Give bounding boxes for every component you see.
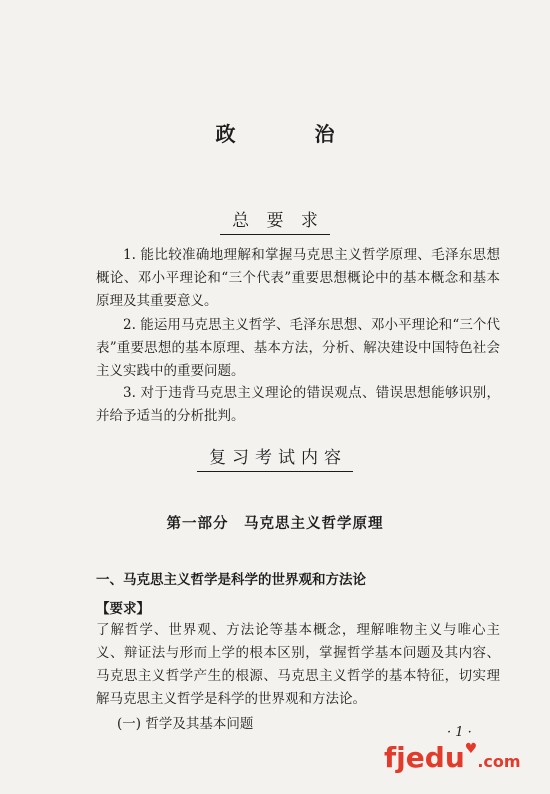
review-content-heading: 复习考试内容 — [0, 443, 550, 472]
requirement-label: 【要求】 — [96, 601, 150, 617]
page-title: 政 治 — [215, 122, 371, 146]
requirement-item-2: 2. 能运用马克思主义哲学、毛泽东思想、邓小平理论和“三个代表”重要思想的基本原理、基本方法，分析、解决建设中国特色社会主义实践中的重要问题。 — [96, 317, 500, 379]
subsection-title: (一) 哲学及其基本问题 — [117, 716, 254, 732]
part-title: 第一部分 马克思主义哲学原理 — [166, 516, 384, 532]
heart-icon: ♥ — [464, 741, 478, 757]
requirement-item-1: 1. 能比较准确地理解和掌握马克思主义哲学原理、毛泽东思想概论、邓小平理论和“三个代表”重要思想概论中的基本概念和基本原理及其重要意义。 — [96, 247, 500, 309]
page-number: · 1 · — [447, 725, 472, 740]
requirement-text: 了解哲学、世界观、方法论等基本概念，理解唯物主义与唯心主义、辩证法与形而上学的根本区别，掌握哲学基本问题及其内容、马克思主义哲学产生的根源、马克思主义哲学的基本特征，切实理解马克思主义哲学是科学的世界观和方法论。 — [96, 622, 500, 707]
watermark-suffix: .com — [477, 752, 521, 771]
watermark-text: fjedu — [384, 741, 465, 774]
general-requirements-heading: 总 要 求 — [0, 206, 550, 235]
watermark-logo — [384, 741, 534, 774]
requirement-item-3: 3. 对于违背马克思主义理论的错误观点、错误思想能够识别，并给予适当的分析批判。 — [96, 385, 500, 424]
section-title: 一、马克思主义哲学是科学的世界观和方法论 — [96, 572, 366, 588]
